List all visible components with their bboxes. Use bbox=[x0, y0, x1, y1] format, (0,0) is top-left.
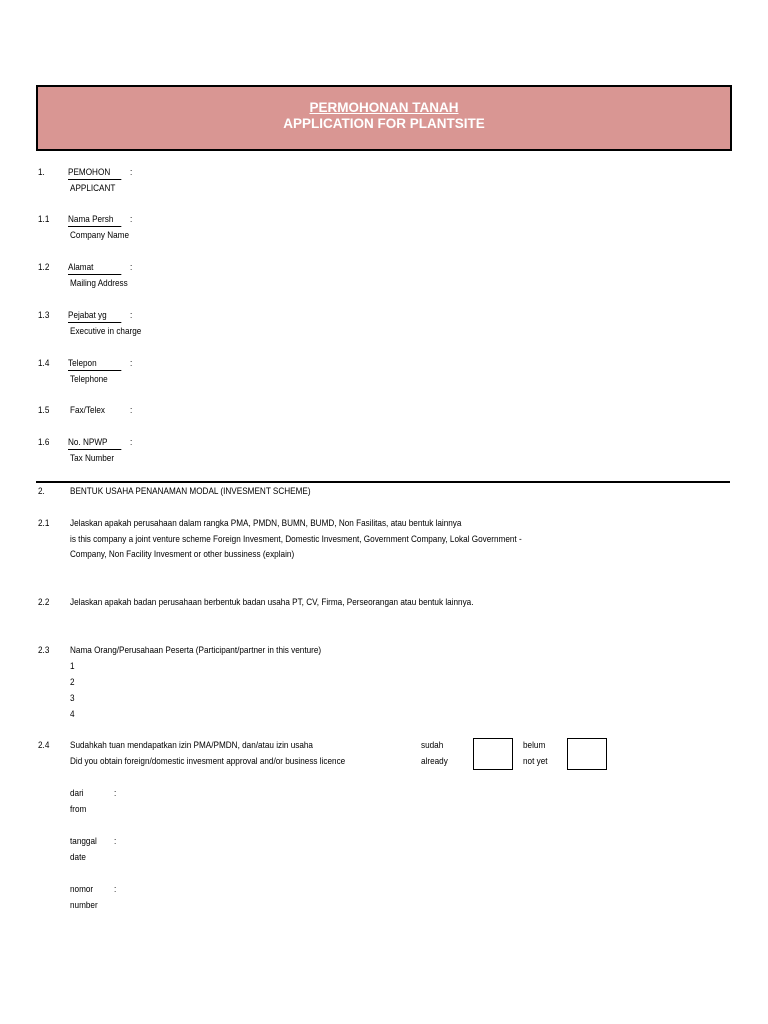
question-2-4-line2: Did you obtain foreign/domestic invesment approval and/or business licence bbox=[70, 756, 346, 767]
question-2-2-number: 2.2 bbox=[38, 597, 50, 608]
question-2-4-number: 2.4 bbox=[38, 740, 50, 751]
tax-number-sublabel: Tax Number bbox=[70, 453, 115, 464]
field-1-6-number: 1.6 bbox=[38, 437, 50, 448]
applicant-label: PEMOHON bbox=[68, 167, 121, 180]
participant-item: 4 bbox=[70, 709, 75, 720]
section-2-number: 2. bbox=[38, 486, 45, 497]
form-title-english: APPLICATION FOR PLANTSITE bbox=[283, 116, 485, 131]
question-2-3-number: 2.3 bbox=[38, 645, 50, 656]
tax-number-colon: : bbox=[130, 437, 133, 448]
option-already-label-en: already bbox=[421, 756, 448, 767]
question-2-1-line2: is this company a joint venture scheme Foreign Invesment, Domestic Invesment, Government Company, Lokal Government - bbox=[70, 534, 522, 545]
field-1-1-number: 1.1 bbox=[38, 214, 50, 225]
from-sublabel: from bbox=[70, 804, 87, 815]
field-1-4-number: 1.4 bbox=[38, 358, 50, 369]
question-2-3-line1: Nama Orang/Perusahaan Peserta (Participant/partner in this venture) bbox=[70, 645, 322, 656]
number-sublabel: number bbox=[70, 900, 98, 911]
applicant-sublabel: APPLICANT bbox=[70, 183, 116, 194]
question-2-1-line1: Jelaskan apakah perusahaan dalam rangka PMA, PMDN, BUMN, BUMD, Non Fasilitas, atau bentuk lainnya bbox=[70, 518, 462, 529]
number-label: nomor bbox=[70, 884, 94, 895]
form-header bbox=[36, 85, 732, 151]
already-checkbox[interactable] bbox=[473, 738, 513, 770]
telephone-sublabel: Telephone bbox=[70, 374, 108, 385]
form-title-indonesian: PERMOHONAN TANAH bbox=[309, 100, 459, 115]
field-1-5-number: 1.5 bbox=[38, 405, 50, 416]
fax-colon: : bbox=[130, 405, 133, 416]
applicant-colon: : bbox=[130, 167, 133, 178]
executive-colon: : bbox=[130, 310, 133, 321]
executive-sublabel: Executive in charge bbox=[70, 326, 142, 337]
participant-item: 3 bbox=[70, 693, 75, 704]
company-name-label: Nama Persh bbox=[68, 214, 121, 227]
date-label: tanggal bbox=[70, 836, 97, 847]
company-name-sublabel: Company Name bbox=[70, 230, 130, 241]
executive-label: Pejabat yg bbox=[68, 310, 121, 323]
from-colon: : bbox=[114, 788, 117, 799]
date-colon: : bbox=[114, 836, 117, 847]
mailing-address-label: Alamat bbox=[68, 262, 121, 275]
section-1-number: 1. bbox=[38, 167, 45, 178]
question-2-2-line1: Jelaskan apakah badan perusahaan berbentuk badan usaha PT, CV, Firma, Perseorangan atau bentuk lainnya. bbox=[70, 597, 474, 608]
from-label: dari bbox=[70, 788, 84, 799]
section-2-title: BENTUK USAHA PENANAMAN MODAL (INVESMENT SCHEME) bbox=[70, 486, 311, 497]
fax-label: Fax/Telex bbox=[70, 405, 105, 416]
field-1-2-number: 1.2 bbox=[38, 262, 50, 273]
section-divider bbox=[36, 481, 730, 483]
number-colon: : bbox=[114, 884, 117, 895]
question-2-1-line3: Company, Non Facility Invesment or other bussiness (explain) bbox=[70, 549, 295, 560]
date-sublabel: date bbox=[70, 852, 86, 863]
telephone-label: Telepon bbox=[68, 358, 121, 371]
telephone-colon: : bbox=[130, 358, 133, 369]
option-already-label-id: sudah bbox=[421, 740, 444, 751]
company-name-colon: : bbox=[130, 214, 133, 225]
mailing-address-colon: : bbox=[130, 262, 133, 273]
option-not-yet-label-id: belum bbox=[523, 740, 546, 751]
mailing-address-sublabel: Mailing Address bbox=[70, 278, 128, 289]
question-2-4-line1: Sudahkah tuan mendapatkan izin PMA/PMDN, dan/atau izin usaha bbox=[70, 740, 313, 751]
tax-number-label: No. NPWP bbox=[68, 437, 121, 450]
option-not-yet-label-en: not yet bbox=[523, 756, 548, 767]
participant-item: 1 bbox=[70, 661, 75, 672]
field-1-3-number: 1.3 bbox=[38, 310, 50, 321]
participant-item: 2 bbox=[70, 677, 75, 688]
not-yet-checkbox[interactable] bbox=[567, 738, 607, 770]
question-2-1-number: 2.1 bbox=[38, 518, 50, 529]
